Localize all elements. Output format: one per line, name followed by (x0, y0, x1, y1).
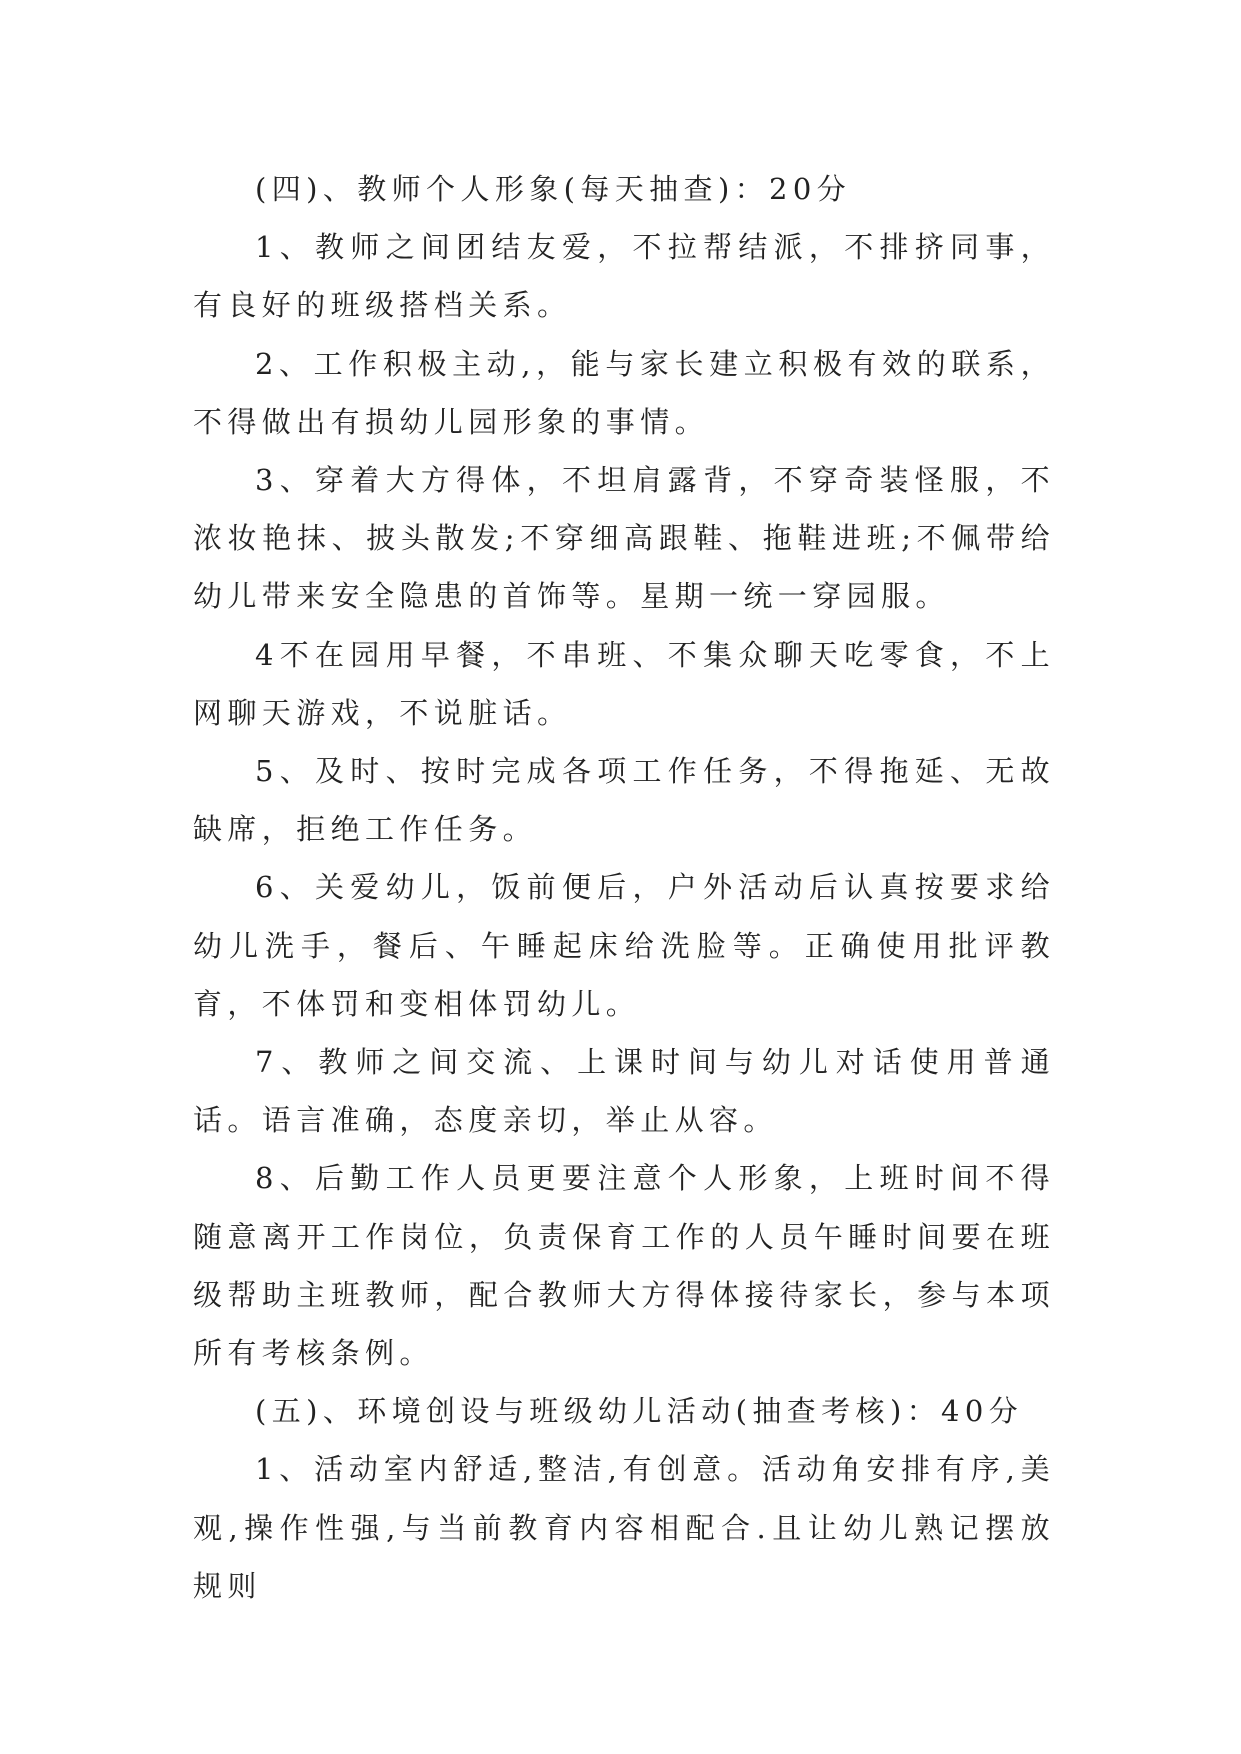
document-body (193, 160, 1055, 1615)
paragraph-item-8: 8、后勤工作人员更要注意个人形象，上班时间不得随意离开工作岗位，负责保育工作的人员午睡时间要在班级帮助主班教师，配合教师大方得体接待家长，参与本项所有考核条例。 (193, 1161, 1055, 1371)
paragraph-item-5: 5、及时、按时完成各项工作任务，不得拖延、无故缺席，拒绝工作任务。 (193, 754, 1055, 847)
paragraph-item-2: 2、工作积极主动,，能与家长建立积极有效的联系，不得做出有损幼儿园形象的事情。 (193, 346, 1055, 439)
paragraph-item-1: 1、教师之间团结友爱，不拉帮结派，不排挤同事，有良好的班级搭档关系。 (193, 230, 1055, 323)
section-heading-environment: (五)、环境创设与班级幼儿活动(抽查考核)：40分 (255, 1394, 1024, 1429)
section-heading-teacher-image: (四)、教师个人形象(每天抽查)：20分 (255, 172, 852, 206)
paragraph-item-3: 3、穿着大方得体，不坦肩露背，不穿奇装怪服，不浓妆艳抹、披头散发;不穿细高跟鞋、拖鞋进班;不佩带给幼儿带来安全隐患的首饰等。星期一统一穿园服。 (193, 463, 1055, 614)
paragraph-item-4: 4不在园用早餐，不串班、不集众聊天吃零食，不上网聊天游戏，不说脏话。 (193, 637, 1055, 730)
paragraph-env-item-1: 1、活动室内舒适,整洁,有创意。活动角安排有序,美观,操作性强,与当前教育内容相配合.且让幼儿熟记摆放规则 (193, 1452, 1055, 1603)
paragraph-item-7: 7、教师之间交流、上课时间与幼儿对话使用普通话。语言准确，态度亲切，举止从容。 (193, 1045, 1055, 1138)
paragraph-item-6: 6、关爱幼儿，饭前便后，户外活动后认真按要求给幼儿洗手，餐后、午睡起床给洗脸等。正确使用批评教育，不体罚和变相体罚幼儿。 (193, 870, 1055, 1021)
